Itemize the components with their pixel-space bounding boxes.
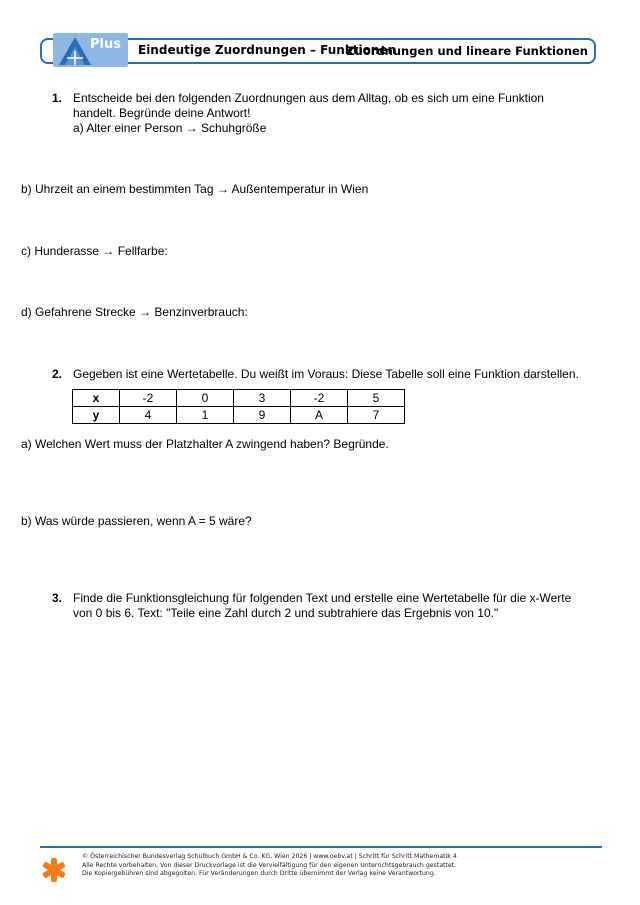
page-title: Eindeutige Zuordnungen – Funktionen <box>138 43 397 57</box>
task-text: Finde die Funktionsgleichung für folgenden Text und erstelle eine Wertetabelle für die x-Werte <box>73 591 572 605</box>
subtask-a: a) Alter einer Person → Schuhgröße <box>73 121 267 135</box>
task-number: 2. <box>52 367 63 381</box>
table-row <box>73 390 405 407</box>
publisher-star-icon <box>41 857 67 883</box>
table-cell: 7 <box>348 407 405 424</box>
subtask-c: c) Hunderasse → Fellfarbe: <box>21 244 168 258</box>
table-row <box>73 407 405 424</box>
table-cell: 3 <box>234 390 291 407</box>
footer-line: © Österreichischer Bundesverlag Schulbuch GmbH & Co. KG, Wien 2026 | www.oebv.at | Schritt für Schritt Mathematik 4 <box>82 853 457 860</box>
table-cell: 0 <box>177 390 234 407</box>
table-header-x: x <box>73 390 120 407</box>
logo-text: Plus <box>90 37 121 52</box>
footer-divider <box>40 846 602 848</box>
task-text: von 0 bis 6. Text: "Teile eine Zahl durch 2 und subtrahiere das Ergebnis von 10." <box>73 606 499 620</box>
plus-logo <box>53 33 128 67</box>
task-text: Gegeben ist eine Wertetabelle. Du weißt im Voraus: Diese Tabelle soll eine Funktion darstellen. <box>73 367 579 381</box>
table-cell: 4 <box>120 407 177 424</box>
table-cell: 1 <box>177 407 234 424</box>
task-text: Entscheide bei den folgenden Zuordnungen aus dem Alltag, ob es sich um eine Funktion <box>73 91 544 105</box>
table-cell: 9 <box>234 407 291 424</box>
subtask-b: b) Uhrzeit an einem bestimmten Tag → Außentemperatur in Wien <box>21 182 369 196</box>
section-title: Zuordnungen und lineare Funktionen <box>346 44 588 58</box>
task-number: 3. <box>52 591 63 605</box>
subtask-a: a) Welchen Wert muss der Platzhalter A zwingend haben? Begründe. <box>21 437 389 451</box>
subtask-b: b) Was würde passieren, wenn A = 5 wäre? <box>21 514 252 528</box>
value-table <box>72 389 405 424</box>
task-text: handelt. Begründe deine Antwort! <box>73 106 251 120</box>
table-header-y: y <box>73 407 120 424</box>
footer-line: Alle Rechte vorbehalten. Von dieser Druckvorlage ist die Vervielfältigung für den eigenen Unterrichtsgebrauch gestattet. <box>82 861 457 869</box>
table-cell: -2 <box>120 390 177 407</box>
table-cell: 5 <box>348 390 405 407</box>
task-number: 1. <box>52 91 63 105</box>
subtask-d: d) Gefahrene Strecke → Benzinverbrauch: <box>21 305 248 319</box>
footer-copyright <box>82 853 457 879</box>
footer-line: Die Kopiergebühren sind abgegolten. Für Veränderungen durch Dritte übernimmt der Verlag keine Verantwortung. <box>82 870 436 878</box>
table-cell: A <box>291 407 348 424</box>
table-cell: -2 <box>291 390 348 407</box>
